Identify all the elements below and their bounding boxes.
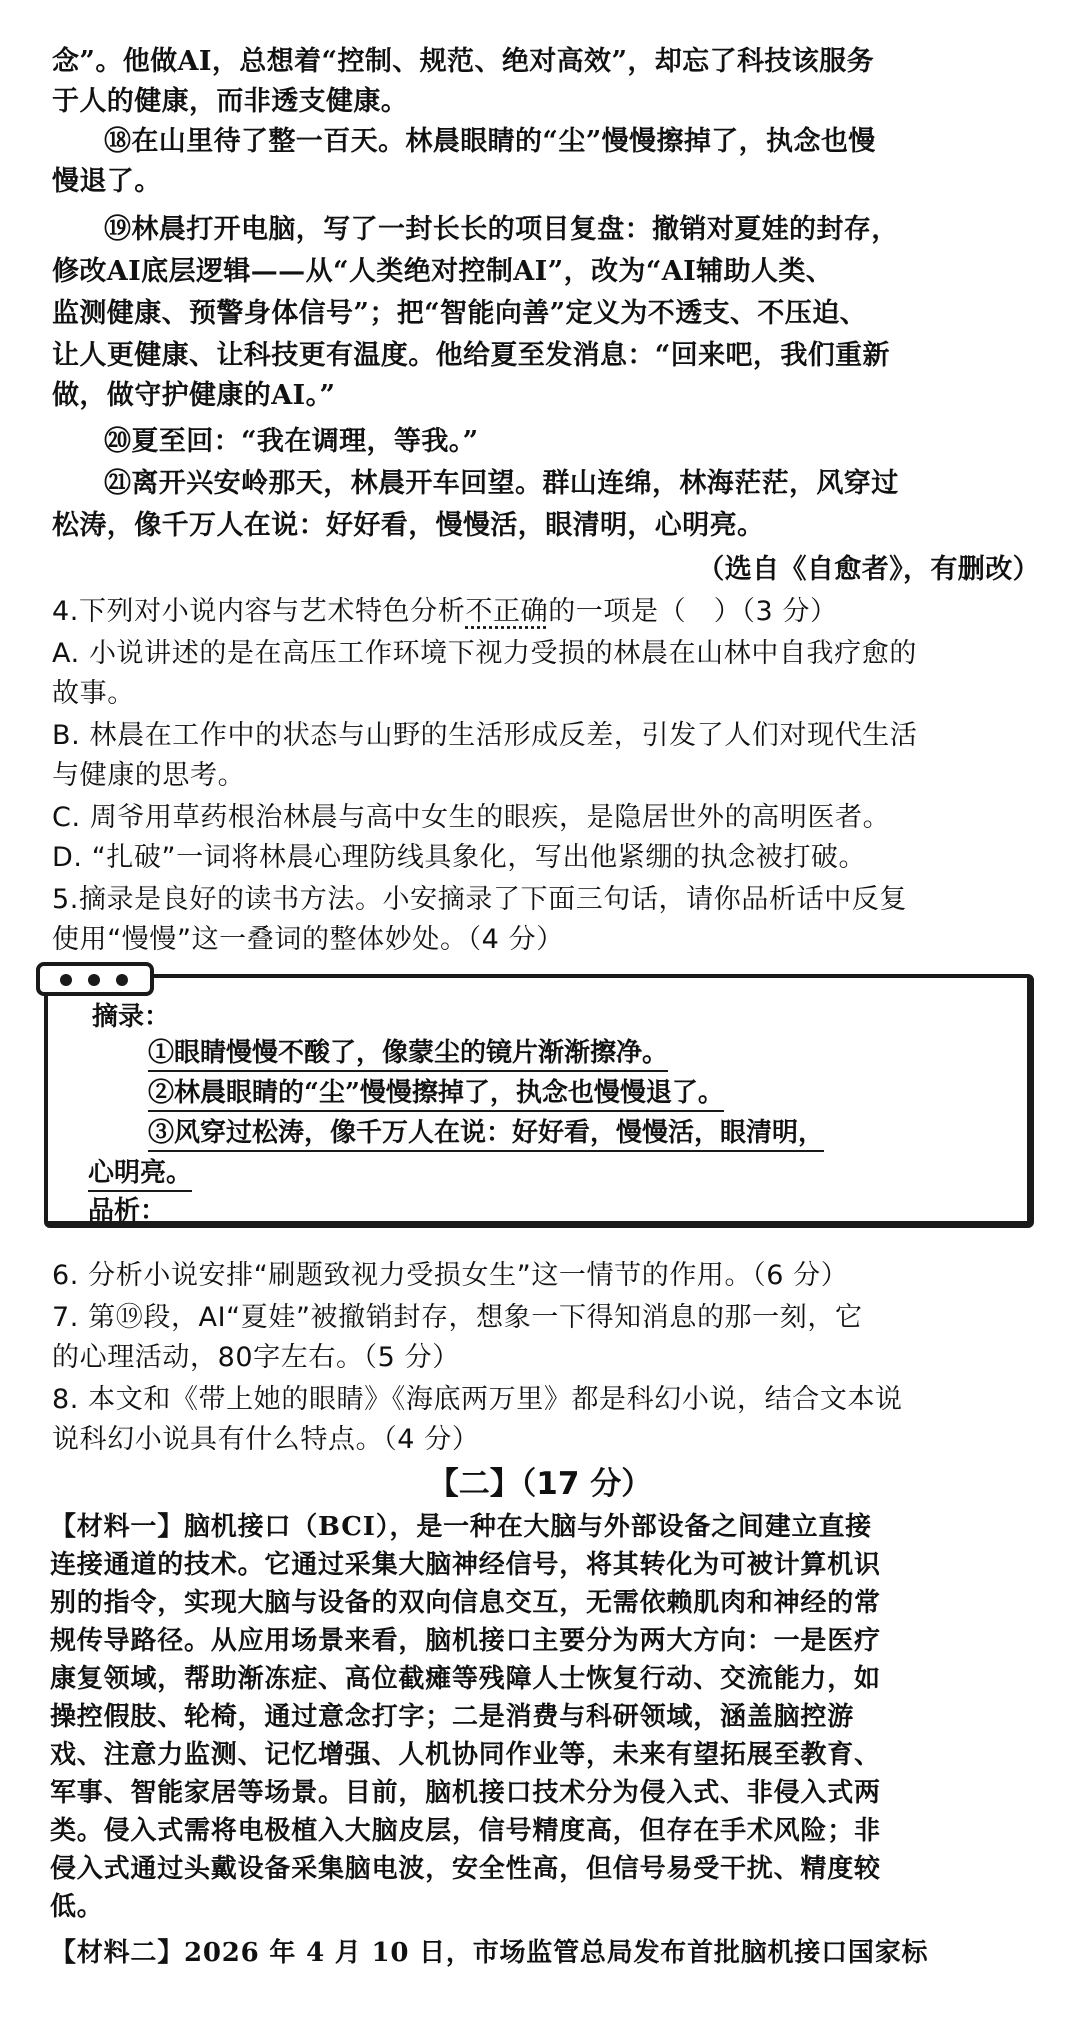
excerpt-sentence-2 (148, 1076, 724, 1110)
material-line: 军事、智能家居等场景。目前，脑机接口技术分为侵入式、非侵入式两 (50, 1778, 881, 1808)
excerpt-sentence-1 (148, 1036, 668, 1070)
question-8-cont: 说科幻小说具有什么特点。（4 分） (52, 1424, 480, 1455)
material-line: 连接通道的技术。它通过采集大脑神经信号，将其转化为可被计算机识 (50, 1550, 881, 1580)
story-paragraph-20: ⑳夏至回：“我在调理，等我。” (104, 426, 479, 457)
story-line: 监测健康、预警身体信号”；把“智能向善”定义为不透支、不压迫、 (52, 298, 867, 329)
material-line: 【材料一】脑机接口（BCI），是一种在大脑与外部设备之间建立直接 (50, 1512, 872, 1542)
option-a-cont: 故事。 (52, 678, 135, 709)
story-paragraph-21: ㉑离开兴安岭那天，林晨开车回望。群山连绵，林海茫茫，风穿过 (104, 468, 899, 499)
excerpt-sentence-3 (148, 1116, 824, 1150)
excerpt-title: 摘录： (92, 1002, 171, 1032)
story-paragraph-18: ⑱在山里待了整一百天。林晨眼睛的“尘”慢慢擦掉了，执念也慢 (104, 126, 876, 157)
material-line: 康复领域，帮助渐冻症、高位截瘫等残障人士恢复行动、交流能力，如 (50, 1664, 881, 1694)
excerpt-sentence-3-text: ③风穿过松涛，像千万人在说：好好看，慢慢活，眼清明， (148, 1118, 824, 1152)
material-line: 【材料二】2026 年 4 月 10 日，市场监管总局发布首批脑机接口国家标 (50, 1938, 929, 1968)
story-line: 慢退了。 (52, 166, 162, 197)
material-line: 别的指令，实现大脑与设备的双向信息交互，无需依赖肌肉和神经的常 (50, 1588, 881, 1618)
section-2-title: 【二】（17 分） (427, 1466, 653, 1502)
question-4-suffix: 的一项是（ ）（3 分） (548, 596, 838, 627)
question-4-prefix: 4.下列对小说内容与艺术特色分析 (52, 596, 466, 627)
tab-dot-icon (88, 974, 100, 986)
option-c: C. 周爷用草药根治林晨与高中女生的眼疾，是隐居世外的高明医者。 (52, 802, 891, 833)
option-b: B. 林晨在工作中的状态与山野的生活形成反差，引发了人们对现代生活 (52, 720, 918, 751)
story-line: 松涛，像千万人在说：好好看，慢慢活，眼清明，心明亮。 (52, 510, 765, 541)
question-5-cont: 使用“慢慢”这一叠词的整体妙处。（4 分） (52, 924, 564, 955)
story-line: 做，做守护健康的AI。” (52, 380, 336, 411)
tab-dot-icon (60, 974, 72, 986)
question-5: 5.摘录是良好的读书方法。小安摘录了下面三句话，请你品析话中反复 (52, 884, 907, 915)
question-7: 7. 第⑲段，AI“夏娃”被撤销封存，想象一下得知消息的那一刻，它 (52, 1302, 863, 1333)
option-b-cont: 与健康的思考。 (52, 760, 246, 791)
source-citation: （选自《自愈者》，有删改） (697, 554, 1040, 585)
excerpt-sentence-1-text: ①眼睛慢慢不酸了，像蒙尘的镜片渐渐擦净。 (148, 1038, 668, 1072)
question-8: 8. 本文和《带上她的眼睛》《海底两万里》都是科幻小说，结合文本说 (52, 1384, 903, 1415)
material-line: 戏、注意力监测、记忆增强、人机协同作业等，未来有望拓展至教育、 (50, 1740, 881, 1770)
material-line: 类。侵入式需将电极植入大脑皮层，信号精度高，但存在手术风险；非 (50, 1816, 881, 1846)
excerpt-sentence-3-cont (88, 1156, 192, 1190)
option-a: A. 小说讲述的是在高压工作环境下视力受损的林晨在山林中自我疗愈的 (52, 638, 917, 669)
excerpt-sentence-3-cont-text: 心明亮。 (88, 1158, 192, 1192)
excerpt-box-tab (36, 962, 154, 996)
material-line: 操控假肢、轮椅，通过意念打字；二是消费与科研领域，涵盖脑控游 (50, 1702, 855, 1732)
tab-dot-icon (116, 974, 128, 986)
story-paragraph-19: ⑲林晨打开电脑，写了一封长长的项目复盘：撤销对夏娃的封存， (104, 214, 899, 245)
question-6: 6. 分析小说安排“刷题致视力受损女生”这一情节的作用。（6 分） (52, 1260, 849, 1291)
material-line: 规传导路径。从应用场景来看，脑机接口主要分为两大方向：一是医疗 (50, 1626, 881, 1656)
story-line: 让人更健康、让科技更有温度。他给夏至发消息：“回来吧，我们重新 (52, 340, 890, 371)
story-line: 修改AI底层逻辑——从“人类绝对控制AI”，改为“AI辅助人类、 (52, 256, 834, 287)
story-line: 于人的健康，而非透支健康。 (52, 86, 409, 117)
question-4-emphasis: 不正确 (465, 596, 549, 627)
story-line: 念”。他做AI，总想着“控制、规范、绝对高效”，却忘了科技该服务 (52, 46, 874, 77)
material-line: 低。 (50, 1892, 104, 1922)
excerpt-sentence-2-text: ②林晨眼睛的“尘”慢慢擦掉了，执念也慢慢退了。 (148, 1078, 724, 1112)
question-4 (52, 594, 1042, 630)
question-7-cont: 的心理活动，80字左右。（5 分） (52, 1342, 460, 1373)
option-d: D. “扎破”一词将林晨心理防线具象化，写出他紧绷的执念被打破。 (52, 842, 867, 873)
excerpt-analysis-label: 品析： (88, 1196, 167, 1226)
material-line: 侵入式通过头戴设备采集脑电波，安全性高，但信号易受干扰、精度较 (50, 1854, 881, 1884)
